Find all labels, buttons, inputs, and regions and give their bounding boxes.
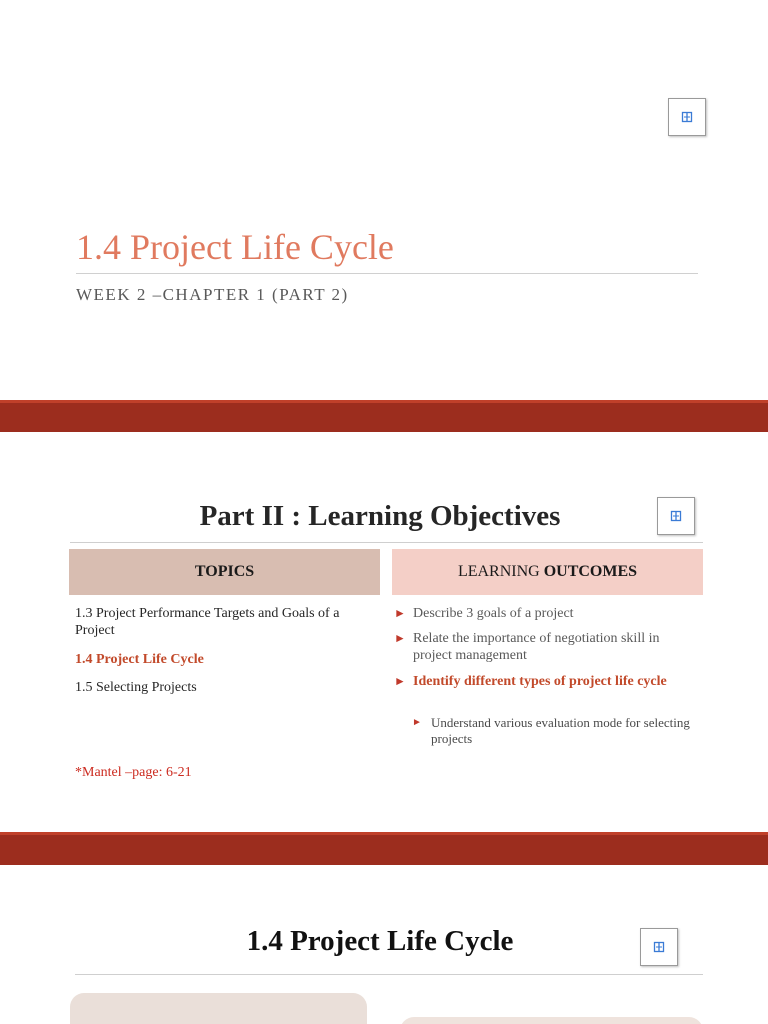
content-card — [400, 1017, 703, 1024]
bullet-arrow-icon: ► — [412, 717, 422, 728]
slide-title: Part II : Learning Objectives — [199, 500, 561, 532]
title-divider — [70, 542, 703, 543]
slide-3 — [0, 865, 768, 1024]
slide-title: 1.4 Project Life Cycle — [76, 227, 394, 267]
slide-1 — [0, 0, 768, 400]
slide-title: 1.4 Project Life Cycle — [246, 925, 514, 957]
slide-nav-button[interactable] — [668, 98, 706, 136]
reference-note: *Mantel –page: 6-21 — [75, 765, 192, 780]
outcome-item-current — [394, 673, 699, 690]
slide-subtitle: WEEK 2 –CHAPTER 1 (PART 2) — [76, 285, 349, 304]
topic-item-current: 1.4 Project Life Cycle — [75, 652, 204, 667]
outcomes-header-label-part2: OUTCOMES — [543, 563, 638, 580]
title-divider — [76, 273, 698, 274]
outcome-sub-item — [412, 715, 699, 747]
outcome-text: Identify different types of project life cycle — [413, 674, 667, 689]
outcomes-header-label-part1: LEARNING — [457, 563, 544, 580]
outcome-text: Relate the importance of negotiation skill in project management — [413, 631, 660, 663]
slide-separator — [0, 832, 768, 865]
topic-item: 1.5 Selecting Projects — [75, 680, 197, 695]
slide-nav-icon — [681, 111, 693, 123]
title-divider — [75, 974, 703, 975]
bullet-arrow-icon: ► — [394, 606, 406, 620]
topic-item: 1.3 Project Performance Targets and Goals of a Project — [75, 606, 340, 638]
learning-outcomes-header — [392, 549, 703, 595]
outcome-text: Understand various evaluation mode for selecting projects — [431, 715, 690, 746]
slide-2 — [0, 432, 768, 832]
outcome-text: Describe 3 goals of a project — [413, 606, 574, 621]
topics-header-label: TOPICS — [194, 563, 255, 580]
outcome-item — [394, 630, 699, 664]
bullet-arrow-icon: ► — [394, 631, 406, 645]
slide-separator — [0, 400, 768, 432]
outcome-item — [394, 605, 699, 622]
topics-header — [69, 549, 380, 595]
content-card — [70, 993, 367, 1024]
bullet-arrow-icon: ► — [394, 674, 406, 688]
